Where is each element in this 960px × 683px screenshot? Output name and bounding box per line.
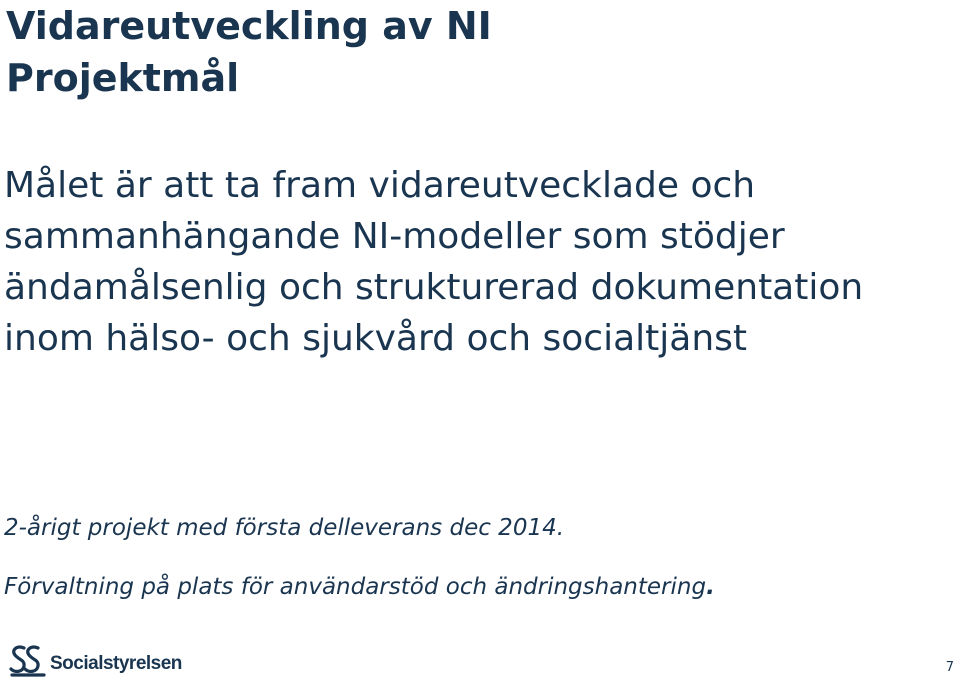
page-number: 7 [945, 660, 954, 675]
slide-title-line-2: Projektmål [6, 56, 240, 100]
socialstyrelsen-logo [8, 642, 182, 678]
slide-title [6, 0, 946, 104]
slide-title-line-1: Vidareutveckling av NI [6, 4, 492, 48]
socialstyrelsen-logo-icon [8, 642, 48, 678]
maintenance-note [4, 572, 954, 602]
maintenance-note-text: Förvaltning på plats för användarstöd och ändringshantering [4, 574, 707, 600]
maintenance-note-period: . [706, 574, 715, 600]
logo-wordmark: Socialstyrelsen [50, 653, 182, 674]
project-duration-note: 2-årigt projekt med första delleverans dec 2014. [4, 515, 565, 541]
slide-body-text: Målet är att ta fram vidareutvecklade och sammanhängande NI-modeller som stödjer ändamålsenlig och strukturerad dokumentation inom hälso- och sjukvård och socialtjänst [4, 165, 864, 359]
